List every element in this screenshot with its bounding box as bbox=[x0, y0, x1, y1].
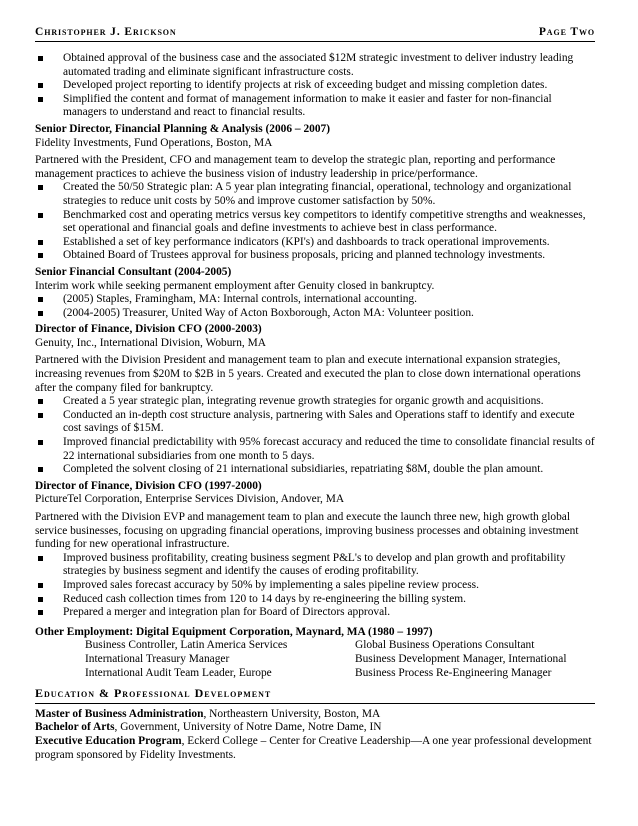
role-section bbox=[35, 480, 595, 620]
role-title: Director of Finance, Division CFO (1997-2000) bbox=[35, 479, 262, 492]
role-title: Director of Finance, Division CFO (2000-2003) bbox=[35, 323, 262, 336]
bullet-item: (2005) Staples, Framingham, MA: Internal controls, international accounting. bbox=[35, 293, 595, 307]
other-employment-grid bbox=[35, 639, 595, 680]
role-section bbox=[35, 266, 595, 320]
role-summary: Partnered with the President, CFO and management team to develop the strategic plan, reporting and performance management practices to achieve the business vision of industry leadership in price/performance. bbox=[35, 154, 556, 180]
role-bullet-list bbox=[35, 293, 595, 320]
intro-bullet-list bbox=[35, 52, 595, 120]
role-title: Senior Director, Financial Planning & Analysis (2006 – 2007) bbox=[35, 122, 331, 135]
bullet-item: Conducted an in-depth cost structure analysis, partnering with Sales and Operations staff to identify and execute cost savings of $15M. bbox=[35, 409, 595, 436]
bullet-item: Improved business profitability, creating business segment P&L's to develop and plan growth and profitability strategies by business segment and identify the causes of eroding profitability. bbox=[35, 552, 595, 579]
role-bullet-list bbox=[35, 552, 595, 620]
education-heading: Education & Professional Development bbox=[35, 687, 595, 704]
bullet-item: Improved sales forecast accuracy by 50% by implementing a sales pipeline review process. bbox=[35, 579, 595, 593]
role-section bbox=[35, 323, 595, 477]
page-label: Page Two bbox=[538, 26, 595, 38]
education-degree: Executive Education Program bbox=[35, 734, 182, 747]
education-item bbox=[35, 721, 595, 735]
education-degree: Master of Business Administration bbox=[35, 707, 204, 720]
bullet-item: Created a 5 year strategic plan, integrating revenue growth strategies for organic growth and acquisitions. bbox=[35, 395, 595, 409]
bullet-item: Benchmarked cost and operating metrics versus key competitors to identify competitive strengths and weaknesses, set operational and financial goals and define investments to achieve best in class performance. bbox=[35, 209, 595, 236]
role-organization: Interim work while seeking permanent employment after Genuity closed in bankruptcy. bbox=[35, 279, 435, 292]
position-item: International Treasury Manager bbox=[85, 652, 230, 665]
bullet-item: Prepared a merger and integration plan for Board of Directors approval. bbox=[35, 606, 595, 620]
bullet-item: Improved financial predictability with 95% forecast accuracy and reduced the time to consolidate financial results of 22 international subsidiaries from one month to 5 days. bbox=[35, 436, 595, 463]
position-item: International Audit Team Leader, Europe bbox=[85, 666, 272, 679]
running-header bbox=[35, 26, 595, 42]
bullet-item: Created the 50/50 Strategic plan: A 5 year plan integrating financial, operational, technology and organizational strategies to reduce unit costs by 50% and improve customer satisfaction by 50%. bbox=[35, 181, 595, 208]
role-organization: Fidelity Investments, Fund Operations, Boston, MA bbox=[35, 136, 273, 149]
role-section bbox=[35, 123, 595, 263]
role-organization: PictureTel Corporation, Enterprise Services Division, Andover, MA bbox=[35, 493, 345, 506]
role-title: Senior Financial Consultant (2004-2005) bbox=[35, 265, 232, 278]
position-item: Business Controller, Latin America Services bbox=[85, 639, 288, 652]
education-detail: , Government, University of Notre Dame, Notre Dame, IN bbox=[114, 721, 382, 734]
bullet-item: Completed the solvent closing of 21 international subsidiaries, repatriating $8M, double the plan amount. bbox=[35, 463, 595, 477]
education-degree: Bachelor of Arts bbox=[35, 721, 115, 734]
bullet-item: Established a set of key performance indicators (KPI's) and dashboards to track operational improvements. bbox=[35, 236, 595, 250]
role-summary: Partnered with the Division EVP and management team to plan and execute the launch three new, high growth global service businesses, focusing on upgrading financial operations, improving business processes and obtaining investment funding for new operational infrastructure. bbox=[35, 511, 579, 551]
position-item: Business Process Re-Engineering Manager bbox=[355, 666, 552, 679]
position-item: Global Business Operations Consultant bbox=[355, 639, 535, 652]
bullet-item: (2004-2005) Treasurer, United Way of Acton Boxborough, Acton MA: Volunteer position. bbox=[35, 307, 595, 321]
bullet-item: Simplified the content and format of management information to make it easier and faster for non-financial managers to understand and react to financial results. bbox=[35, 93, 595, 120]
candidate-name: Christopher J. Erickson bbox=[35, 26, 177, 38]
bullet-item: Obtained approval of the business case and the associated $12M strategic investment to deliver industry leading automated trading and eliminate significant infrastructure costs. bbox=[35, 52, 595, 79]
education-item bbox=[35, 708, 595, 722]
bullet-item: Developed project reporting to identify projects at risk of exceeding budget and missing completion dates. bbox=[35, 79, 595, 93]
other-employment-section bbox=[35, 626, 595, 680]
role-summary: Partnered with the Division President and management team to plan and execute international expansion strategies, increasing revenues from $20M to $2B in 5 years. Created and executed the plan to close down international operations after the company filed for bankruptcy. bbox=[35, 354, 581, 394]
role-bullet-list bbox=[35, 181, 595, 263]
bullet-item: Reduced cash collection times from 120 to 14 days by re-engineering the billing system. bbox=[35, 593, 595, 607]
education-detail: , Eckerd College – Center for Creative Leadership—A one year professional development program sponsored by Fidelity Investments. bbox=[35, 734, 592, 761]
resume-page bbox=[35, 26, 595, 762]
education-detail: , Northeastern University, Boston, MA bbox=[203, 707, 381, 720]
position-item: Business Development Manager, International bbox=[355, 652, 567, 665]
role-bullet-list bbox=[35, 395, 595, 477]
education-item bbox=[35, 735, 595, 762]
other-employment-title: Other Employment: Digital Equipment Corporation, Maynard, MA (1980 – 1997) bbox=[35, 625, 433, 638]
role-organization: Genuity, Inc., International Division, Woburn, MA bbox=[35, 336, 266, 349]
bullet-item: Obtained Board of Trustees approval for business proposals, pricing and planned technology investments. bbox=[35, 249, 595, 263]
resume-content bbox=[35, 52, 595, 762]
